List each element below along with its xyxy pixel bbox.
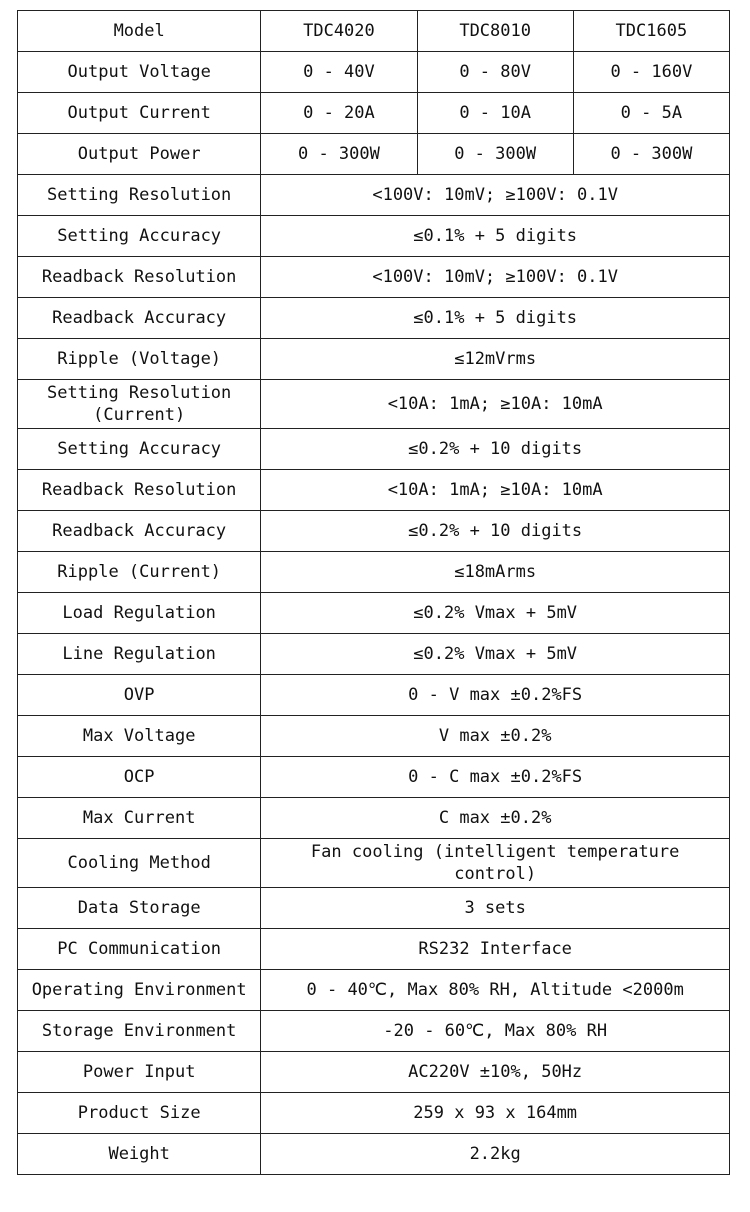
model-spec-row <box>18 134 730 175</box>
spec-label-cell: Output Current <box>18 93 261 134</box>
spec-value-cell: ≤0.2% Vmax + 5mV <box>261 634 730 675</box>
common-spec-row <box>18 511 730 552</box>
spec-value-cell: ≤0.1% + 5 digits <box>261 298 730 339</box>
spec-value-cell: <100V: 10mV; ≥100V: 0.1V <box>261 257 730 298</box>
model-spec-row <box>18 52 730 93</box>
model-spec-row <box>18 93 730 134</box>
spec-label-cell: Operating Environment <box>18 970 261 1011</box>
spec-value-cell: ≤12mVrms <box>261 339 730 380</box>
spec-label-cell: Output Power <box>18 134 261 175</box>
spec-label-cell: OCP <box>18 757 261 798</box>
model-name-cell: TDC1605 <box>573 11 729 52</box>
spec-value-cell: ≤0.2% + 10 digits <box>261 511 730 552</box>
spec-label-cell: Readback Accuracy <box>18 511 261 552</box>
spec-value-cell: ≤0.2% + 10 digits <box>261 429 730 470</box>
spec-label-cell: Cooling Method <box>18 839 261 888</box>
spec-label-cell: Setting Accuracy <box>18 429 261 470</box>
spec-label-cell: Readback Accuracy <box>18 298 261 339</box>
spec-value-cell: 2.2kg <box>261 1134 730 1175</box>
spec-table <box>17 10 730 1175</box>
common-spec-row <box>18 888 730 929</box>
common-spec-row <box>18 593 730 634</box>
spec-table-body <box>18 11 730 1175</box>
spec-label-cell: Power Input <box>18 1052 261 1093</box>
model-name-cell: TDC4020 <box>261 11 417 52</box>
spec-value-cell: 0 - 80V <box>417 52 573 93</box>
spec-value-cell: V max ±0.2% <box>261 716 730 757</box>
spec-label-cell: OVP <box>18 675 261 716</box>
common-spec-row <box>18 175 730 216</box>
spec-label-cell: Ripple (Voltage) <box>18 339 261 380</box>
spec-value-cell: -20 - 60℃, Max 80% RH <box>261 1011 730 1052</box>
spec-value-cell: <100V: 10mV; ≥100V: 0.1V <box>261 175 730 216</box>
common-spec-row <box>18 634 730 675</box>
spec-value-cell: 0 - C max ±0.2%FS <box>261 757 730 798</box>
common-spec-row <box>18 339 730 380</box>
model-name-cell: TDC8010 <box>417 11 573 52</box>
header-label-cell: Model <box>18 11 261 52</box>
spec-value-cell: 0 - 5A <box>573 93 729 134</box>
common-spec-row <box>18 429 730 470</box>
spec-label-cell: PC Communication <box>18 929 261 970</box>
common-spec-row <box>18 757 730 798</box>
common-spec-row <box>18 380 730 429</box>
spec-value-cell: C max ±0.2% <box>261 798 730 839</box>
spec-label-cell: Output Voltage <box>18 52 261 93</box>
spec-label-cell: Ripple (Current) <box>18 552 261 593</box>
common-spec-row <box>18 929 730 970</box>
common-spec-row <box>18 257 730 298</box>
common-spec-row <box>18 298 730 339</box>
spec-label-cell: Readback Resolution <box>18 470 261 511</box>
spec-label-cell: Setting Resolution (Current) <box>18 380 261 429</box>
spec-value-cell: 0 - V max ±0.2%FS <box>261 675 730 716</box>
spec-label-cell: Load Regulation <box>18 593 261 634</box>
common-spec-row <box>18 216 730 257</box>
spec-value-cell: 0 - 20A <box>261 93 417 134</box>
spec-label-cell: Setting Accuracy <box>18 216 261 257</box>
spec-label-cell: Readback Resolution <box>18 257 261 298</box>
spec-value-cell: 3 sets <box>261 888 730 929</box>
spec-value-cell: 0 - 10A <box>417 93 573 134</box>
common-spec-row <box>18 552 730 593</box>
spec-value-cell: AC220V ±10%, 50Hz <box>261 1052 730 1093</box>
common-spec-row <box>18 970 730 1011</box>
common-spec-row <box>18 675 730 716</box>
common-spec-row <box>18 1134 730 1175</box>
spec-value-cell: 0 - 300W <box>417 134 573 175</box>
spec-value-cell: ≤0.2% Vmax + 5mV <box>261 593 730 634</box>
spec-label-cell: Data Storage <box>18 888 261 929</box>
spec-label-cell: Max Current <box>18 798 261 839</box>
common-spec-row <box>18 1052 730 1093</box>
spec-label-cell: Weight <box>18 1134 261 1175</box>
common-spec-row <box>18 798 730 839</box>
common-spec-row <box>18 1093 730 1134</box>
spec-value-cell: <10A: 1mA; ≥10A: 10mA <box>261 470 730 511</box>
spec-label-cell: Storage Environment <box>18 1011 261 1052</box>
common-spec-row <box>18 839 730 888</box>
spec-label-cell: Setting Resolution <box>18 175 261 216</box>
spec-value-cell: 0 - 160V <box>573 52 729 93</box>
common-spec-row <box>18 716 730 757</box>
spec-value-cell: Fan cooling (intelligent temperature control) <box>261 839 730 888</box>
common-spec-row <box>18 1011 730 1052</box>
spec-value-cell: ≤18mArms <box>261 552 730 593</box>
spec-value-cell: <10A: 1mA; ≥10A: 10mA <box>261 380 730 429</box>
common-spec-row <box>18 470 730 511</box>
spec-value-cell: RS232 Interface <box>261 929 730 970</box>
spec-value-cell: ≤0.1% + 5 digits <box>261 216 730 257</box>
spec-label-cell: Max Voltage <box>18 716 261 757</box>
spec-label-cell: Line Regulation <box>18 634 261 675</box>
spec-value-cell: 0 - 40V <box>261 52 417 93</box>
header-row <box>18 11 730 52</box>
spec-value-cell: 0 - 40℃, Max 80% RH, Altitude <2000m <box>261 970 730 1011</box>
spec-value-cell: 0 - 300W <box>573 134 729 175</box>
spec-value-cell: 259 x 93 x 164mm <box>261 1093 730 1134</box>
spec-label-cell: Product Size <box>18 1093 261 1134</box>
spec-value-cell: 0 - 300W <box>261 134 417 175</box>
